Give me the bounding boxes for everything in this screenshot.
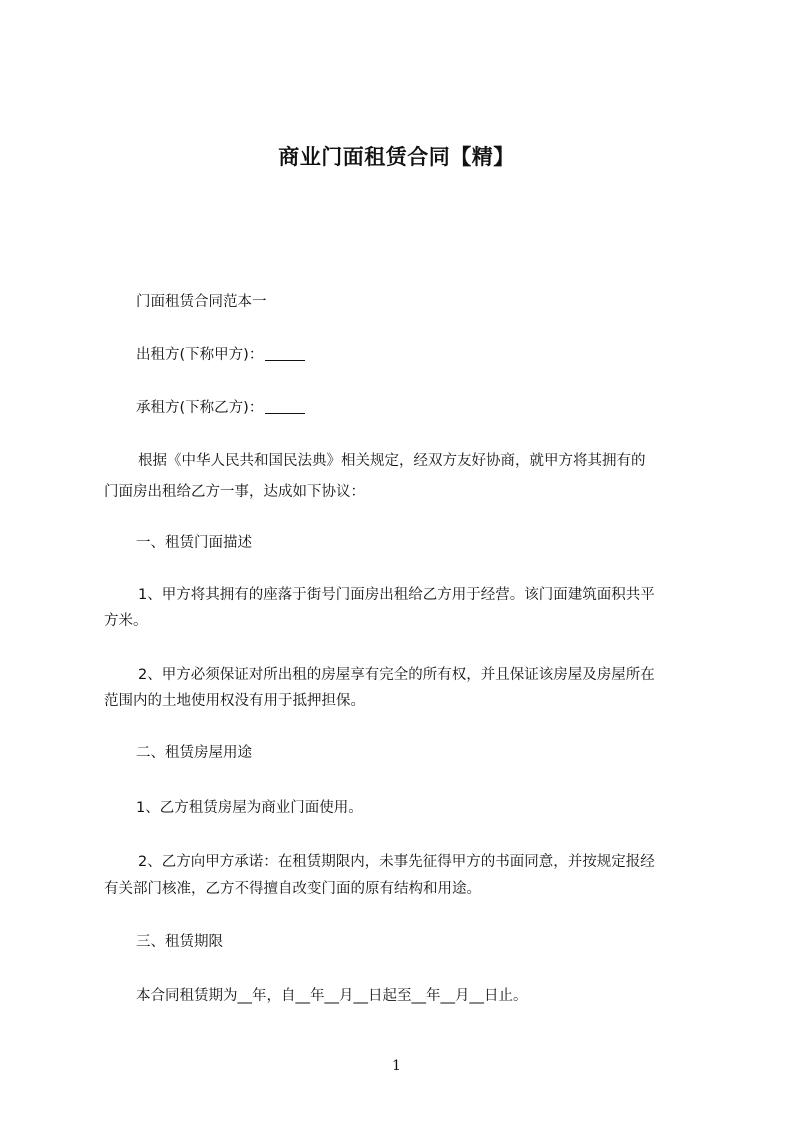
document-title: 商业门面租赁合同【精】 xyxy=(278,145,515,169)
section-1-item-2-line-2: 范围内的土地使用权没有用于抵押担保。 xyxy=(104,693,365,709)
section-3-term: 本合同租赁期为__年，自__年__月__日起至__年__月__日止。 xyxy=(136,988,528,1004)
intro-line-2: 门面房出租给乙方一事，达成如下协议： xyxy=(104,484,365,500)
lessee-blank xyxy=(265,399,305,414)
section-1-item-2-line-1: 2、甲方必须保证对所出租的房屋享有完全的所有权，并且保证该房屋及房屋所在 xyxy=(138,667,655,683)
contract-subtitle: 门面租赁合同范本一 xyxy=(136,294,267,310)
lessee-label: 承租方(下称乙方)： xyxy=(136,400,264,416)
section-2-item-2-line-1: 2、乙方向甲方承诺：在租赁期限内，未事先征得甲方的书面同意，并按规定报经 xyxy=(138,854,655,870)
section-2-heading: 二、租赁房屋用途 xyxy=(136,745,252,761)
lessor-label: 出租方(下称甲方)： xyxy=(136,347,264,363)
section-1-item-1-line-1: 1、甲方将其拥有的座落于街号门面房出租给乙方用于经营。该门面建筑面积共平 xyxy=(138,587,655,603)
section-2-item-1: 1、乙方租赁房屋为商业门面使用。 xyxy=(136,800,363,816)
lessor-blank xyxy=(265,346,305,361)
lessee-line xyxy=(104,393,748,424)
intro-line-1: 根据《中华人民共和国民法典》相关规定，经双方友好协商，就甲方将其拥有的 xyxy=(138,453,646,469)
section-1-item-1-line-2: 方米。 xyxy=(104,613,148,629)
section-3-heading: 三、租赁期限 xyxy=(136,934,223,950)
section-1-heading: 一、租赁门面描述 xyxy=(136,535,252,551)
section-2-item-2-line-2: 有关部门核准，乙方不得擅自改变门面的原有结构和用途。 xyxy=(104,881,481,897)
lessor-line xyxy=(104,340,748,371)
page-number: 1 xyxy=(392,1058,401,1074)
